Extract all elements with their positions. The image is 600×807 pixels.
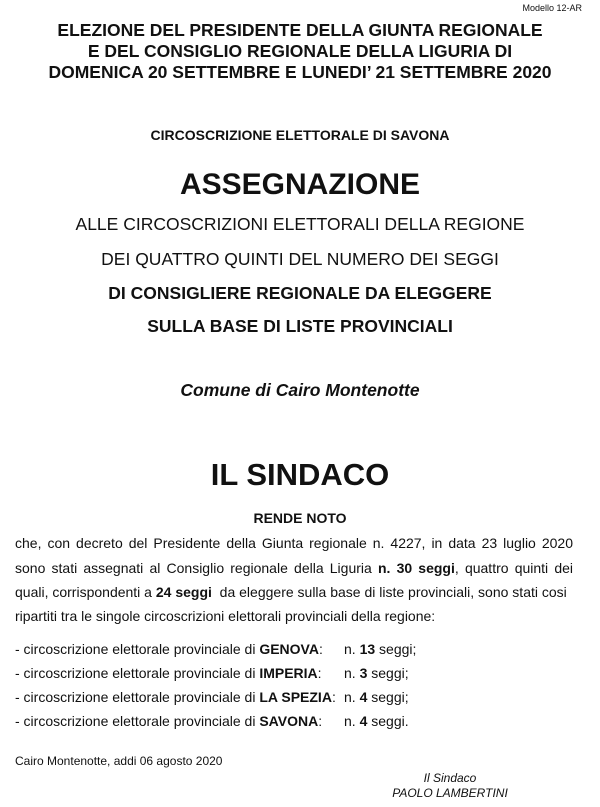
province-name: SAVONA [259,713,319,729]
body-line-2 [15,560,573,576]
allocation-colon: : [331,689,336,705]
title-line-3: DOMENICA 20 SETTEMBRE E LUNEDI’ 21 SETTEMBRE 2020 [48,62,552,82]
allocation-item-genova [15,641,417,657]
rende-noto-heading: RENDE NOTO [253,510,347,526]
province-name: IMPERIA [259,665,318,681]
allocation-prefix: - circoscrizione elettorale provinciale di [15,713,260,729]
n-label: n. [344,665,360,681]
seat-count: 3 [359,665,368,681]
n-label: n. [344,713,360,729]
comune-name: Comune di Cairo Montenotte [180,380,420,400]
n-label: n. [344,689,360,705]
body-line-2-text-c: , quattro quinti dei [454,560,574,576]
seats-suffix: seggi; [375,641,417,657]
signature-role: Il Sindaco [423,771,477,785]
body-line-2-text-a: sono stati assegnati al Consiglio regionale della Liguria [15,560,378,576]
allocation-colon: : [318,713,323,729]
body-line-1: che, con decreto del Presidente della Giunta regionale n. 4227, in data 23 luglio 2020 [15,535,573,551]
body-line-3 [15,584,573,600]
province-name: GENOVA [259,641,319,657]
province-name: LA SPEZIA [259,689,332,705]
subtitle-line-4: SULLA BASE DI LISTE PROVINCIALI [147,316,453,336]
allocation-prefix: - circoscrizione elettorale provinciale di [15,689,260,705]
model-label: Modello 12-AR [522,3,582,13]
circoscrizione-heading: CIRCOSCRIZIONE ELETTORALE DI SAVONA [150,127,450,143]
seats-suffix: seggi; [367,689,409,705]
allocation-prefix: - circoscrizione elettorale provinciale di [15,665,260,681]
signature-name: PAOLO LAMBERTINI [392,786,508,800]
allocation-seats [344,665,409,681]
allocation-seats [344,689,409,705]
date-line: Cairo Montenotte, addi 06 agosto 2020 [15,754,223,768]
seats-suffix: seggi; [367,665,409,681]
allocation-item-savona [15,713,409,729]
assegnazione-heading: ASSEGNAZIONE [179,168,421,201]
n-label: n. [344,641,360,657]
seats-suffix: seggi. [367,713,409,729]
allocation-seats [344,641,416,657]
sindaco-heading: IL SINDACO [210,457,390,492]
body-line-4: ripartiti tra le singole circoscrizioni elettorali provinciali della regione: [15,608,436,624]
title-line-1: ELEZIONE DEL PRESIDENTE DELLA GIUNTA REGIONALE [57,20,543,40]
subtitle-line-2: DEI QUATTRO QUINTI DEL NUMERO DEI SEGGI [101,249,499,269]
provincial-seats: 24 seggi [155,584,212,600]
total-seats: n. 30 seggi [377,560,455,576]
seat-count: 4 [359,713,368,729]
seat-count: 4 [359,689,368,705]
allocation-colon: : [318,641,323,657]
subtitle-line-3: DI CONSIGLIERE REGIONALE DA ELEGGERE [108,283,492,303]
seat-count: 13 [359,641,376,657]
body-line-3-text-a: quali, corrispondenti a [15,584,156,600]
allocation-item-la-spezia [15,689,409,705]
allocation-seats [344,713,409,729]
allocation-prefix: - circoscrizione elettorale provinciale di [15,641,260,657]
title-line-2: E DEL CONSIGLIO REGIONALE DELLA LIGURIA DI [87,41,513,61]
allocation-colon: : [317,665,322,681]
subtitle-line-1: ALLE CIRCOSCRIZIONI ELETTORALI DELLA REGIONE [75,214,525,234]
allocation-item-imperia [15,665,409,681]
body-line-3-text-c: da eleggere sulla base di liste provinciali, sono stati cosi [211,584,567,600]
